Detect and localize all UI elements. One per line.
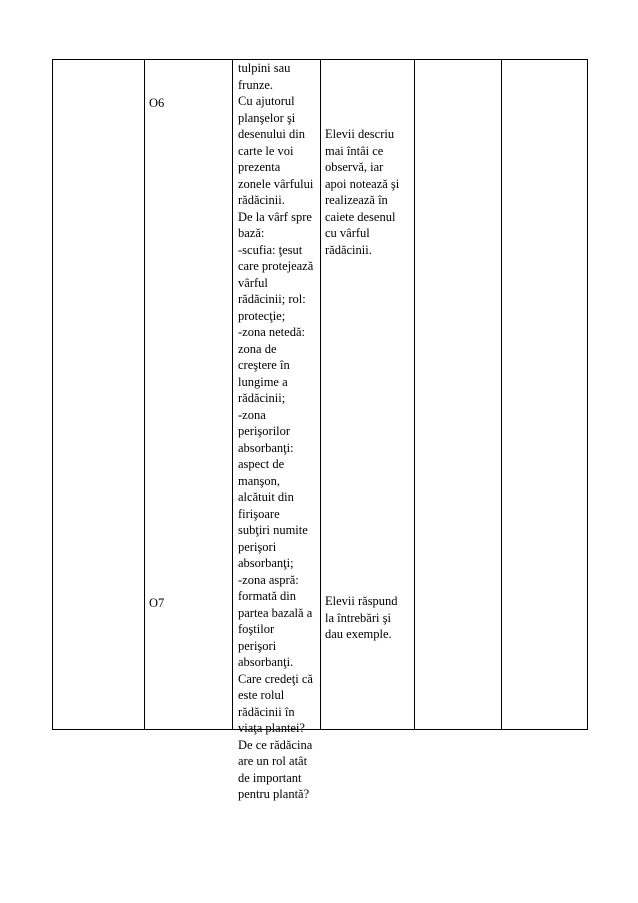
student-activity-cell (321, 60, 415, 730)
text-line: absorbanţi: (238, 440, 294, 455)
text-line: viaţa plantei? (238, 721, 305, 735)
student-activity-1-text (325, 126, 399, 258)
text-line: tulpini sau (238, 61, 291, 75)
text-line: este rolul (238, 688, 285, 702)
text-line: prezenta (238, 160, 281, 174)
text-line: are un rol atât (238, 754, 308, 768)
text-line: mai întâi ce (325, 143, 384, 158)
text-line: planşelor şi (238, 110, 296, 125)
text-line: protecţie; (238, 308, 286, 323)
text-line: De la vârf spre (238, 209, 312, 224)
text-line: foştilor (238, 622, 275, 636)
text-line: De ce rădăcina (238, 737, 313, 752)
text-line: -zona (238, 407, 266, 422)
text-line: partea bazală a (238, 605, 313, 620)
text-line: perişori (238, 638, 277, 653)
text-line: subţiri numite (238, 523, 308, 537)
text-line: zona de (238, 341, 277, 356)
text-line: apoi notează şi (325, 176, 400, 191)
lesson-plan-table (52, 59, 588, 801)
text-line: la întrebări şi (325, 610, 391, 625)
text-line: firişoare (238, 506, 280, 521)
text-line: rădăcinii. (238, 193, 285, 207)
text-line: absorbanţi. (238, 655, 294, 669)
text-line: caiete desenul (325, 209, 396, 224)
text-line: rădăcinii; (238, 391, 286, 405)
teacher-activity-cell (233, 60, 321, 801)
text-line: -scufia: ţesut (238, 242, 303, 257)
text-line: bază: (238, 226, 265, 240)
text-line: manşon, (238, 473, 281, 488)
text-line: perişori (238, 539, 277, 554)
methods-cell (415, 60, 502, 730)
table-row (53, 60, 588, 730)
text-line: rădăcinii. (325, 242, 372, 257)
text-line: desenului din (238, 127, 306, 141)
text-line: lungime a (238, 374, 288, 389)
text-line: Elevii descriu (325, 127, 395, 141)
text-line: Elevii răspund (325, 594, 398, 608)
text-line: Cu ajutorul (238, 94, 295, 108)
text-line: aspect de (238, 457, 285, 471)
text-line: frunze. (238, 77, 274, 92)
text-line: alcătuit din (238, 490, 294, 504)
text-line: -zona aspră: (238, 572, 299, 587)
text-line: care protejează (238, 259, 314, 273)
text-line: Care credeţi că (238, 671, 313, 686)
text-line: pentru plantă? (238, 787, 310, 801)
text-line: perişorilor (238, 424, 291, 438)
text-line: zonele vârfului (238, 176, 314, 191)
text-line: de important (238, 770, 302, 785)
text-line: rădăcinii în (238, 704, 295, 719)
text-line: dau exemple. (325, 627, 392, 641)
text-line: observă, iar (325, 160, 384, 174)
text-line: cu vârful (325, 226, 370, 240)
text-line: creştere în (238, 358, 290, 372)
objective-code-o6: O6 (149, 96, 165, 110)
text-line: rădăcinii; rol: (238, 292, 306, 306)
objectives-cell (145, 60, 233, 730)
text-line: realizează în (325, 193, 388, 207)
text-line: vârful (238, 275, 268, 290)
stage-cell (53, 60, 145, 730)
text-line: carte le voi (238, 143, 294, 158)
objective-code-o7: O7 (149, 596, 165, 610)
text-line: -zona netedă: (238, 325, 305, 339)
text-line: absorbanţi; (238, 556, 294, 570)
student-activity-2-text (325, 593, 398, 643)
text-line: formată din (238, 589, 296, 603)
evaluation-cell (502, 60, 588, 730)
teacher-activity-text (238, 60, 313, 803)
